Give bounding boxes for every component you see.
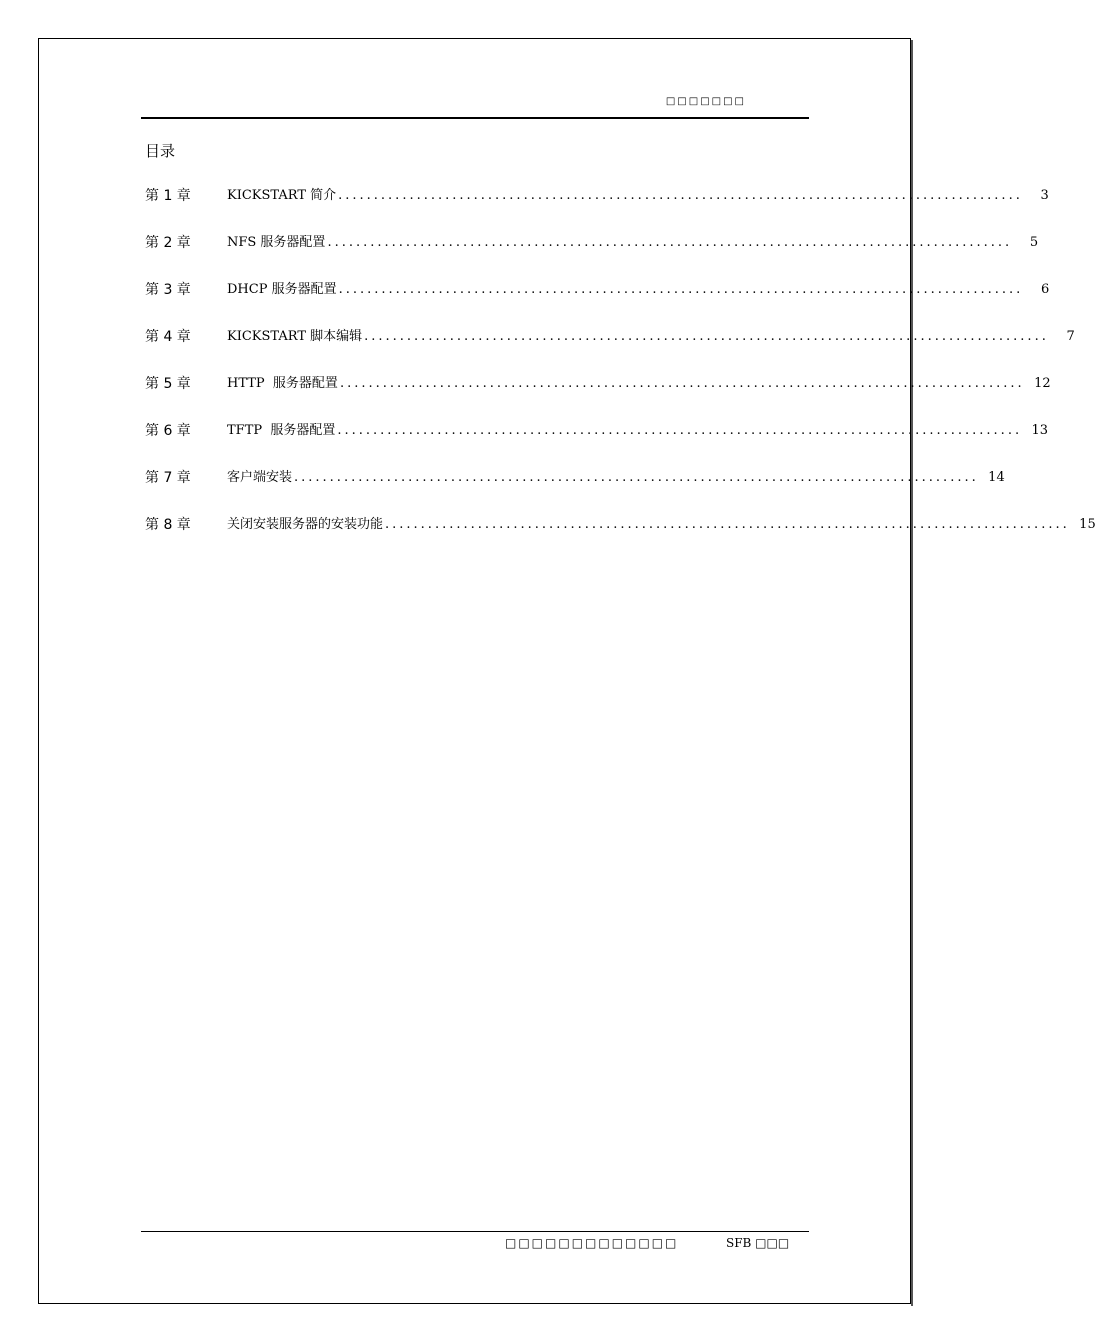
toc-leader-dots: ................................................................................................	[339, 376, 1025, 391]
toc-entry[interactable]	[145, 280, 1050, 327]
toc-entry[interactable]	[145, 327, 1075, 374]
toc-list	[145, 186, 1096, 562]
toc-entry-title: DHCP 服务器配置	[227, 282, 337, 297]
toc-chapter-number: 第 1 章	[145, 188, 191, 204]
toc-chapter-number: 第 3 章	[145, 282, 191, 298]
page-frame-shadow	[911, 40, 913, 1306]
toc-page-number: 3	[1040, 188, 1049, 203]
toc-chapter-number: 第 6 章	[145, 423, 191, 439]
toc-leader-dots: ................................................................................................	[327, 235, 1013, 250]
toc-entry[interactable]	[145, 374, 1051, 421]
toc-entry-title: KICKSTART 脚本编辑	[227, 329, 363, 344]
toc-title: 目录	[145, 142, 176, 160]
toc-page-number: 14	[988, 470, 1005, 485]
toc-page-number: 6	[1041, 282, 1050, 297]
toc-page-number: 5	[1029, 235, 1039, 250]
toc-entry-title: HTTP 服务器配置	[227, 376, 338, 391]
toc-page-number: 12	[1034, 376, 1051, 391]
toc-leader-dots: ................................................................................................	[338, 282, 1024, 297]
toc-page-number: 13	[1031, 423, 1049, 438]
toc-chapter-number: 第 2 章	[145, 235, 191, 251]
toc-entry[interactable]	[145, 515, 1096, 562]
toc-leader-dots: ................................................................................................	[337, 423, 1023, 438]
toc-page-number: 7	[1066, 329, 1075, 344]
toc-entry[interactable]	[145, 468, 1005, 515]
toc-leader-dots: ................................................................................................	[364, 329, 1049, 344]
toc-entry-title: NFS 服务器配置	[227, 235, 326, 250]
footer-rule	[141, 1231, 809, 1232]
toc-leader-dots: ................................................................................................	[338, 188, 1023, 203]
toc-leader-dots: ................................................................................................	[294, 470, 979, 485]
page-header-text: □□□□□□□	[665, 96, 746, 107]
toc-entry[interactable]	[145, 186, 1049, 233]
toc-entry-title: 关闭安装服务器的安装功能	[227, 517, 384, 532]
toc-entry[interactable]	[145, 421, 1049, 468]
toc-entry[interactable]	[145, 233, 1039, 280]
toc-entry-title: 客户端安装	[227, 470, 293, 485]
toc-chapter-number: 第 8 章	[145, 517, 191, 533]
toc-chapter-number: 第 4 章	[145, 329, 191, 345]
footer-right-text: SFB □□□	[726, 1236, 790, 1250]
toc-page-number: 15	[1079, 517, 1096, 532]
toc-chapter-number: 第 5 章	[145, 376, 191, 392]
toc-entry-title: KICKSTART 简介	[227, 188, 337, 203]
toc-leader-dots: ................................................................................................	[385, 517, 1070, 532]
toc-entry-title: TFTP 服务器配置	[227, 423, 336, 438]
footer-left-text: □□□□□□□□□□□□□	[505, 1236, 679, 1250]
toc-chapter-number: 第 7 章	[145, 470, 191, 486]
header-rule	[141, 117, 809, 119]
